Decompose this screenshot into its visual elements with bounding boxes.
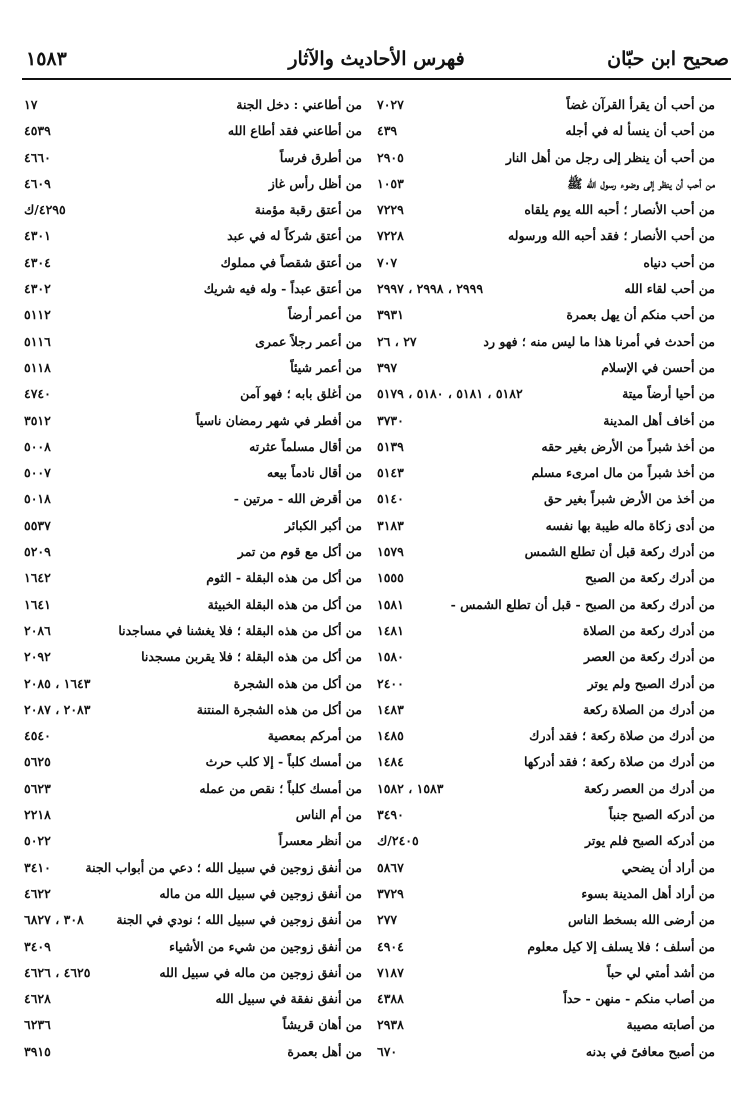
entry-title: من أكل من هذه البقلة ؛ فلا يغشنا في مساجدنا [118, 622, 362, 638]
entry-title: من أعمر رجلاً عمرى [255, 333, 362, 349]
index-entry [375, 302, 715, 328]
entry-reference: ٤٦٦٠ [24, 149, 51, 165]
entry-title: من أسلف ؛ فلا يسلف إلا كيل معلوم [527, 938, 715, 954]
entry-reference: ١٥٨٠ [377, 649, 404, 665]
page-header [22, 44, 731, 80]
index-entry [375, 986, 715, 1012]
entry-reference: ٢٧٧ [377, 912, 398, 928]
index-entry [22, 145, 362, 171]
entry-title: من أصاب منكم - منهن - حداً [563, 991, 715, 1007]
index-entry [22, 276, 362, 302]
entry-title: من أعمر شيئاً [290, 359, 362, 375]
index-entry [22, 381, 362, 407]
index-entry [22, 565, 362, 591]
index-entry [375, 855, 715, 881]
index-entry [375, 565, 715, 591]
entry-reference: ٢٩٠٥ [377, 149, 404, 165]
entry-title: من أهان قريشاً [282, 1017, 362, 1033]
entry-title: من أدرك ركعة من الصلاة [582, 622, 715, 638]
index-entry [22, 592, 362, 618]
entry-title: من أرضى الله بسخط الناس [568, 912, 715, 928]
entry-reference: ٢٩٩٩ ، ٢٩٩٨ ، ٢٩٩٧ [377, 281, 484, 297]
entry-reference: ٤٦٢٢ [24, 885, 51, 901]
entry-reference: ٥٥٣٧ [24, 517, 51, 533]
entry-title: من أدرك الصبح ولم يوتر [587, 675, 715, 691]
index-entry [375, 697, 715, 723]
index-entry [375, 960, 715, 986]
entry-reference: ٢٠٨٣ ، ٢٠٨٧ [24, 701, 91, 717]
index-entry [22, 723, 362, 749]
index-entry [22, 250, 362, 276]
entry-title: من أعتق شركاً له في عبد [227, 228, 362, 244]
index-entry [375, 776, 715, 802]
entry-title: من أقال مسلماً عثرته [249, 438, 362, 454]
index-entry [375, 460, 715, 486]
entry-reference: ١٤٨١ [377, 622, 404, 638]
index-entry [22, 749, 362, 775]
index-entry [22, 92, 362, 118]
index-entry [375, 907, 715, 933]
entry-reference: ٥٠٠٧ [24, 465, 51, 481]
index-column-left [22, 92, 362, 1065]
entry-title: من أدرك ركعة من الصبح - قبل أن تطلع الشمس - [450, 596, 715, 612]
index-entry [22, 1012, 362, 1038]
entry-reference: ١٦٤١ [24, 596, 51, 612]
index-entry [375, 644, 715, 670]
index-entry [375, 1039, 715, 1065]
entry-title: من أعتق شقصاً في مملوك [220, 254, 362, 270]
entry-title: من أكل من هذه البقلة - الثوم [206, 570, 362, 586]
entry-title: من أدرك من الصلاة ركعة [582, 701, 715, 717]
index-entry [22, 1039, 362, 1065]
entry-reference: ٢٠٨٦ [24, 622, 51, 638]
index-entry [22, 960, 362, 986]
entry-reference: ٤٧٤٠ [24, 386, 51, 402]
entry-reference: ٥٢٠٩ [24, 544, 51, 560]
index-entry [22, 671, 362, 697]
index-entry [22, 644, 362, 670]
entry-title: من أشد أمتي لي حباً [606, 964, 715, 980]
entry-title: من أدرك من صلاة ركعة ؛ فقد أدركها [523, 754, 715, 770]
entry-title: من أطاعني : دخل الجنة [236, 97, 362, 112]
entry-title: من أحدث في أمرنا هذا ما ليس منه ؛ فهو رد [483, 333, 715, 349]
entry-reference: ٥١٤٠ [377, 491, 404, 507]
entry-reference: ٧٢٢٨ [377, 228, 404, 244]
index-entry [375, 197, 715, 223]
entry-reference: ٣٤١٠ [24, 859, 51, 875]
entry-reference: ٥١١٨ [24, 359, 51, 375]
index-entry [22, 329, 362, 355]
entry-title: من أراد أهل المدينة بسوء [581, 885, 715, 901]
entry-reference: ١٦٤٢ [24, 570, 51, 586]
entry-title: من أخذ شبراً من الأرض بغير حقه [541, 438, 715, 454]
entry-reference: ١٥٥٥ [377, 570, 404, 586]
index-entry [22, 881, 362, 907]
entry-title: من أدركه الصبح جنباً [608, 807, 715, 823]
entry-reference: ٤٦٠٩ [24, 175, 51, 191]
entry-reference: ٧٠٢٧ [377, 97, 404, 112]
entry-title: من أراد أن يضحي [621, 859, 715, 875]
entry-reference: ٥٠٢٢ [24, 833, 51, 849]
entry-reference: ١٥٧٩ [377, 544, 404, 560]
entry-title: من أمسك كلباً ؛ نقص من عمله [199, 780, 362, 796]
index-entry [375, 1012, 715, 1038]
index-entry [375, 408, 715, 434]
index-entry [22, 408, 362, 434]
index-entry [22, 802, 362, 828]
entry-reference: ١٤٨٣ [377, 701, 404, 717]
index-entry [375, 486, 715, 512]
index-entry [22, 355, 362, 381]
entry-title: من أطرق فرساً [279, 149, 362, 165]
index-entry [375, 513, 715, 539]
entry-reference: ٤٩٠٤ [377, 938, 404, 954]
index-entry [22, 434, 362, 460]
entry-title: من أحب أن ينظر إلى رجل من أهل النار [505, 149, 715, 165]
index-entry [22, 855, 362, 881]
entry-reference: ٤٦٢٨ [24, 991, 51, 1007]
index-entry [22, 118, 362, 144]
entry-title: من أقرض الله - مرتين - [233, 491, 362, 507]
index-entry [22, 223, 362, 249]
entry-title: من أكل من هذه البقلة ؛ فلا يقربن مسجدنا [141, 649, 362, 665]
entry-title: من أمركم بمعصية [267, 728, 362, 744]
entry-reference: ٣٤٠٩ [24, 938, 51, 954]
book-title: صحيح ابن حبّان [607, 48, 729, 70]
entry-reference: ٥٠١٨ [24, 491, 51, 507]
entry-reference: ١٥٨١ [377, 596, 404, 612]
entry-reference: ٥٦٢٣ [24, 780, 51, 796]
index-entry [22, 828, 362, 854]
entry-reference: ٣١٨٣ [377, 517, 404, 533]
page-number: ١٥٨٣ [26, 48, 67, 70]
index-entry [22, 486, 362, 512]
entry-reference: ٤٦٢٥ ، ٤٦٢٦ [24, 964, 91, 980]
index-entry [375, 592, 715, 618]
entry-title: من أحب لقاء الله [624, 281, 715, 297]
entry-reference: ٣٧٢٩ [377, 885, 404, 901]
entry-title: من أم الناس [295, 807, 362, 823]
entry-reference: ٣٤٩٠ [377, 807, 404, 823]
entry-title: من أكل من هذه الشجرة [233, 675, 362, 691]
entry-title: من أفطر في شهر رمضان ناسياً [196, 412, 362, 428]
entry-reference: ١٧ [24, 97, 38, 112]
index-entry [375, 881, 715, 907]
index-entry [22, 513, 362, 539]
entry-reference: ٢٤٠٠ [377, 675, 404, 691]
entry-title: من أكل مع قوم من تمر [237, 544, 362, 560]
entry-reference: ١٠٥٣ [377, 175, 404, 191]
entry-reference: ٣٥١٢ [24, 412, 51, 428]
entry-reference: ٤٣٠٢ [24, 281, 51, 297]
index-entry [375, 539, 715, 565]
index-entry [22, 776, 362, 802]
entry-title: من أهل بعمرة [287, 1043, 362, 1059]
index-entry [375, 92, 715, 118]
entry-reference: ١٤٨٥ [377, 728, 404, 744]
entry-reference: ٤٣٠٤ [24, 254, 51, 270]
entry-title: من أدركه الصبح فلم يوتر [584, 833, 715, 849]
entry-reference: ٣٩٧ [377, 359, 398, 375]
entry-reference: ٢٩٣٨ [377, 1017, 404, 1033]
entry-reference: ٥١٣٩ [377, 438, 404, 454]
entry-reference: ٧٠٧ [377, 254, 398, 270]
entry-title: من أطاعني فقد أطاع الله [227, 123, 362, 139]
entry-title: من أدرك من صلاة ركعة ؛ فقد أدرك [529, 728, 715, 744]
index-entry [22, 539, 362, 565]
entry-title: من أنفق نفقة في سبيل الله [215, 991, 362, 1007]
entry-title: من أكبر الكبائر [284, 517, 362, 533]
entry-title: من أحب أن ينظر إلى وضوء رسول الله ﷺ [567, 175, 715, 191]
entry-reference: ٥١٨٢ ، ٥١٨١ ، ٥١٨٠ ، ٥١٧٩ [377, 386, 523, 402]
index-entry [375, 329, 715, 355]
entry-reference: ٥١١٢ [24, 307, 51, 323]
index-entry [22, 907, 362, 933]
entry-reference: ٥٠٠٨ [24, 438, 51, 454]
entry-reference: ١٤٨٤ [377, 754, 404, 770]
index-entry [22, 618, 362, 644]
entry-title: من أحب الأنصار ؛ أحبه الله يوم يلقاه [524, 202, 715, 218]
index-entry [375, 828, 715, 854]
index-entry [22, 197, 362, 223]
entry-reference: ٤٣٩ [377, 123, 398, 139]
entry-title: من أحب الأنصار ؛ فقد أحبه الله ورسوله [507, 228, 715, 244]
entry-title: من أعتق رقبة مؤمنة [254, 202, 362, 218]
entry-title: من أنظر معسراً [278, 833, 362, 849]
entry-title: من أدرك ركعة من العصر [584, 649, 715, 665]
entry-title: من أدرك ركعة من الصبح [585, 570, 715, 586]
index-entry [375, 934, 715, 960]
entry-reference: ٦٢٣٦ [24, 1017, 51, 1033]
entry-reference: ٤٥٣٩ [24, 123, 51, 139]
index-entry [22, 171, 362, 197]
entry-reference: ٢٧ ، ٢٦ [377, 333, 417, 349]
entry-title: من أحب أن ينسأ له في أجله [565, 123, 715, 139]
entry-title: من أمسك كلباً - إلا كلب حرث [205, 754, 362, 770]
entry-reference: ٦٧٠ [377, 1043, 398, 1059]
index-entry [375, 723, 715, 749]
entry-reference: ٢٢١٨ [24, 807, 51, 823]
entry-title: من أظل رأس غاز [268, 175, 362, 191]
entry-title: من أنفق زوجين من شيء من الأشياء [169, 938, 362, 954]
entry-reference: ٣٧٣٠ [377, 412, 404, 428]
index-entry [375, 118, 715, 144]
entry-title: من أحب دنياه [643, 254, 715, 270]
entry-title: من أدرك من العصر ركعة [584, 780, 715, 796]
index-entry [375, 434, 715, 460]
entry-title: من أكل من هذه الشجرة المنتنة [196, 701, 362, 717]
entry-reference: ٣٩١٥ [24, 1043, 51, 1059]
entry-reference: ٥١٤٣ [377, 465, 404, 481]
entry-title: من أخاف أهل المدينة [603, 412, 715, 428]
entry-title: من أكل من هذه البقلة الخبيثة [207, 596, 362, 612]
entry-title: من أنفق زوجين في سبيل الله من ماله [159, 885, 362, 901]
index-entry [375, 145, 715, 171]
entry-title: من أغلق بابه ؛ فهو آمن [240, 386, 362, 402]
entry-reference: ٥١١٦ [24, 333, 51, 349]
index-entry [22, 697, 362, 723]
index-entry [22, 986, 362, 1012]
entry-title: من أنفق زوجين في سبيل الله ؛ دعي من أبواب الجنة [85, 859, 362, 875]
entry-reference: ٣٠٨ ، ٦٨٢٧ [24, 912, 84, 928]
entry-title: من أخذ من الأرض شبراً بغير حق [544, 491, 715, 507]
entry-title: من أحب منكم أن يهل بعمرة [566, 307, 715, 323]
index-entry [22, 302, 362, 328]
entry-reference: ٥٨٦٧ [377, 859, 404, 875]
entry-reference: ٧١٨٧ [377, 964, 404, 980]
entry-title: من أصابته مصيبة [626, 1017, 715, 1033]
entry-title: من أحب أن يقرأ القرآن غضاً [566, 97, 715, 112]
entry-title: من أصبح معافىً في بدنه [585, 1043, 715, 1059]
entry-reference: ٤٥٤٠ [24, 728, 51, 744]
entry-title: من أحيا أرضاً ميتة [622, 386, 715, 402]
entry-title: من أقال نادماً بيعه [267, 465, 362, 481]
index-entry [375, 381, 715, 407]
entry-reference: ٢٠٩٢ [24, 649, 51, 665]
entry-reference: ٣٩٣١ [377, 307, 404, 323]
entry-title: من أخذ شبراً من مال امرىء مسلم [531, 465, 715, 481]
section-title: فهرس الأحاديث والآثار [288, 48, 465, 70]
entry-reference: ٢٤٠٥/ك [377, 833, 419, 849]
entry-reference: ١٦٤٣ ، ٢٠٨٥ [24, 675, 91, 691]
entry-reference: ٧٢٢٩ [377, 202, 404, 218]
index-entry [375, 671, 715, 697]
entry-reference: ٤٣٠١ [24, 228, 51, 244]
entry-title: من أحسن في الإسلام [601, 359, 715, 375]
entry-reference: ٥٦٢٥ [24, 754, 51, 770]
entry-title: من أعتق عبداً - وله فيه شريك [203, 281, 362, 297]
index-entry [375, 802, 715, 828]
index-entry [375, 749, 715, 775]
entry-title: من أنفق زوجين من ماله في سبيل الله [159, 964, 362, 980]
index-column-right [375, 92, 715, 1065]
entry-reference: ١٥٨٣ ، ١٥٨٢ [377, 780, 444, 796]
entry-title: من أعمر أرضاً [288, 307, 362, 323]
index-entry [375, 276, 715, 302]
entry-reference: ٤٢٩٥/ك [24, 202, 66, 218]
entry-title: من أنفق زوجين في سبيل الله ؛ نودي في الجنة [116, 912, 362, 928]
index-entry [375, 355, 715, 381]
index-entry [22, 934, 362, 960]
index-entry [375, 223, 715, 249]
entry-title: من أدرك ركعة قبل أن تطلع الشمس [524, 544, 715, 560]
index-entry [375, 618, 715, 644]
index-entry [375, 171, 715, 197]
entry-reference: ٤٣٨٨ [377, 991, 404, 1007]
index-entry [22, 460, 362, 486]
entry-title: من أدى زكاة ماله طيبة بها نفسه [545, 517, 715, 533]
index-entry [375, 250, 715, 276]
